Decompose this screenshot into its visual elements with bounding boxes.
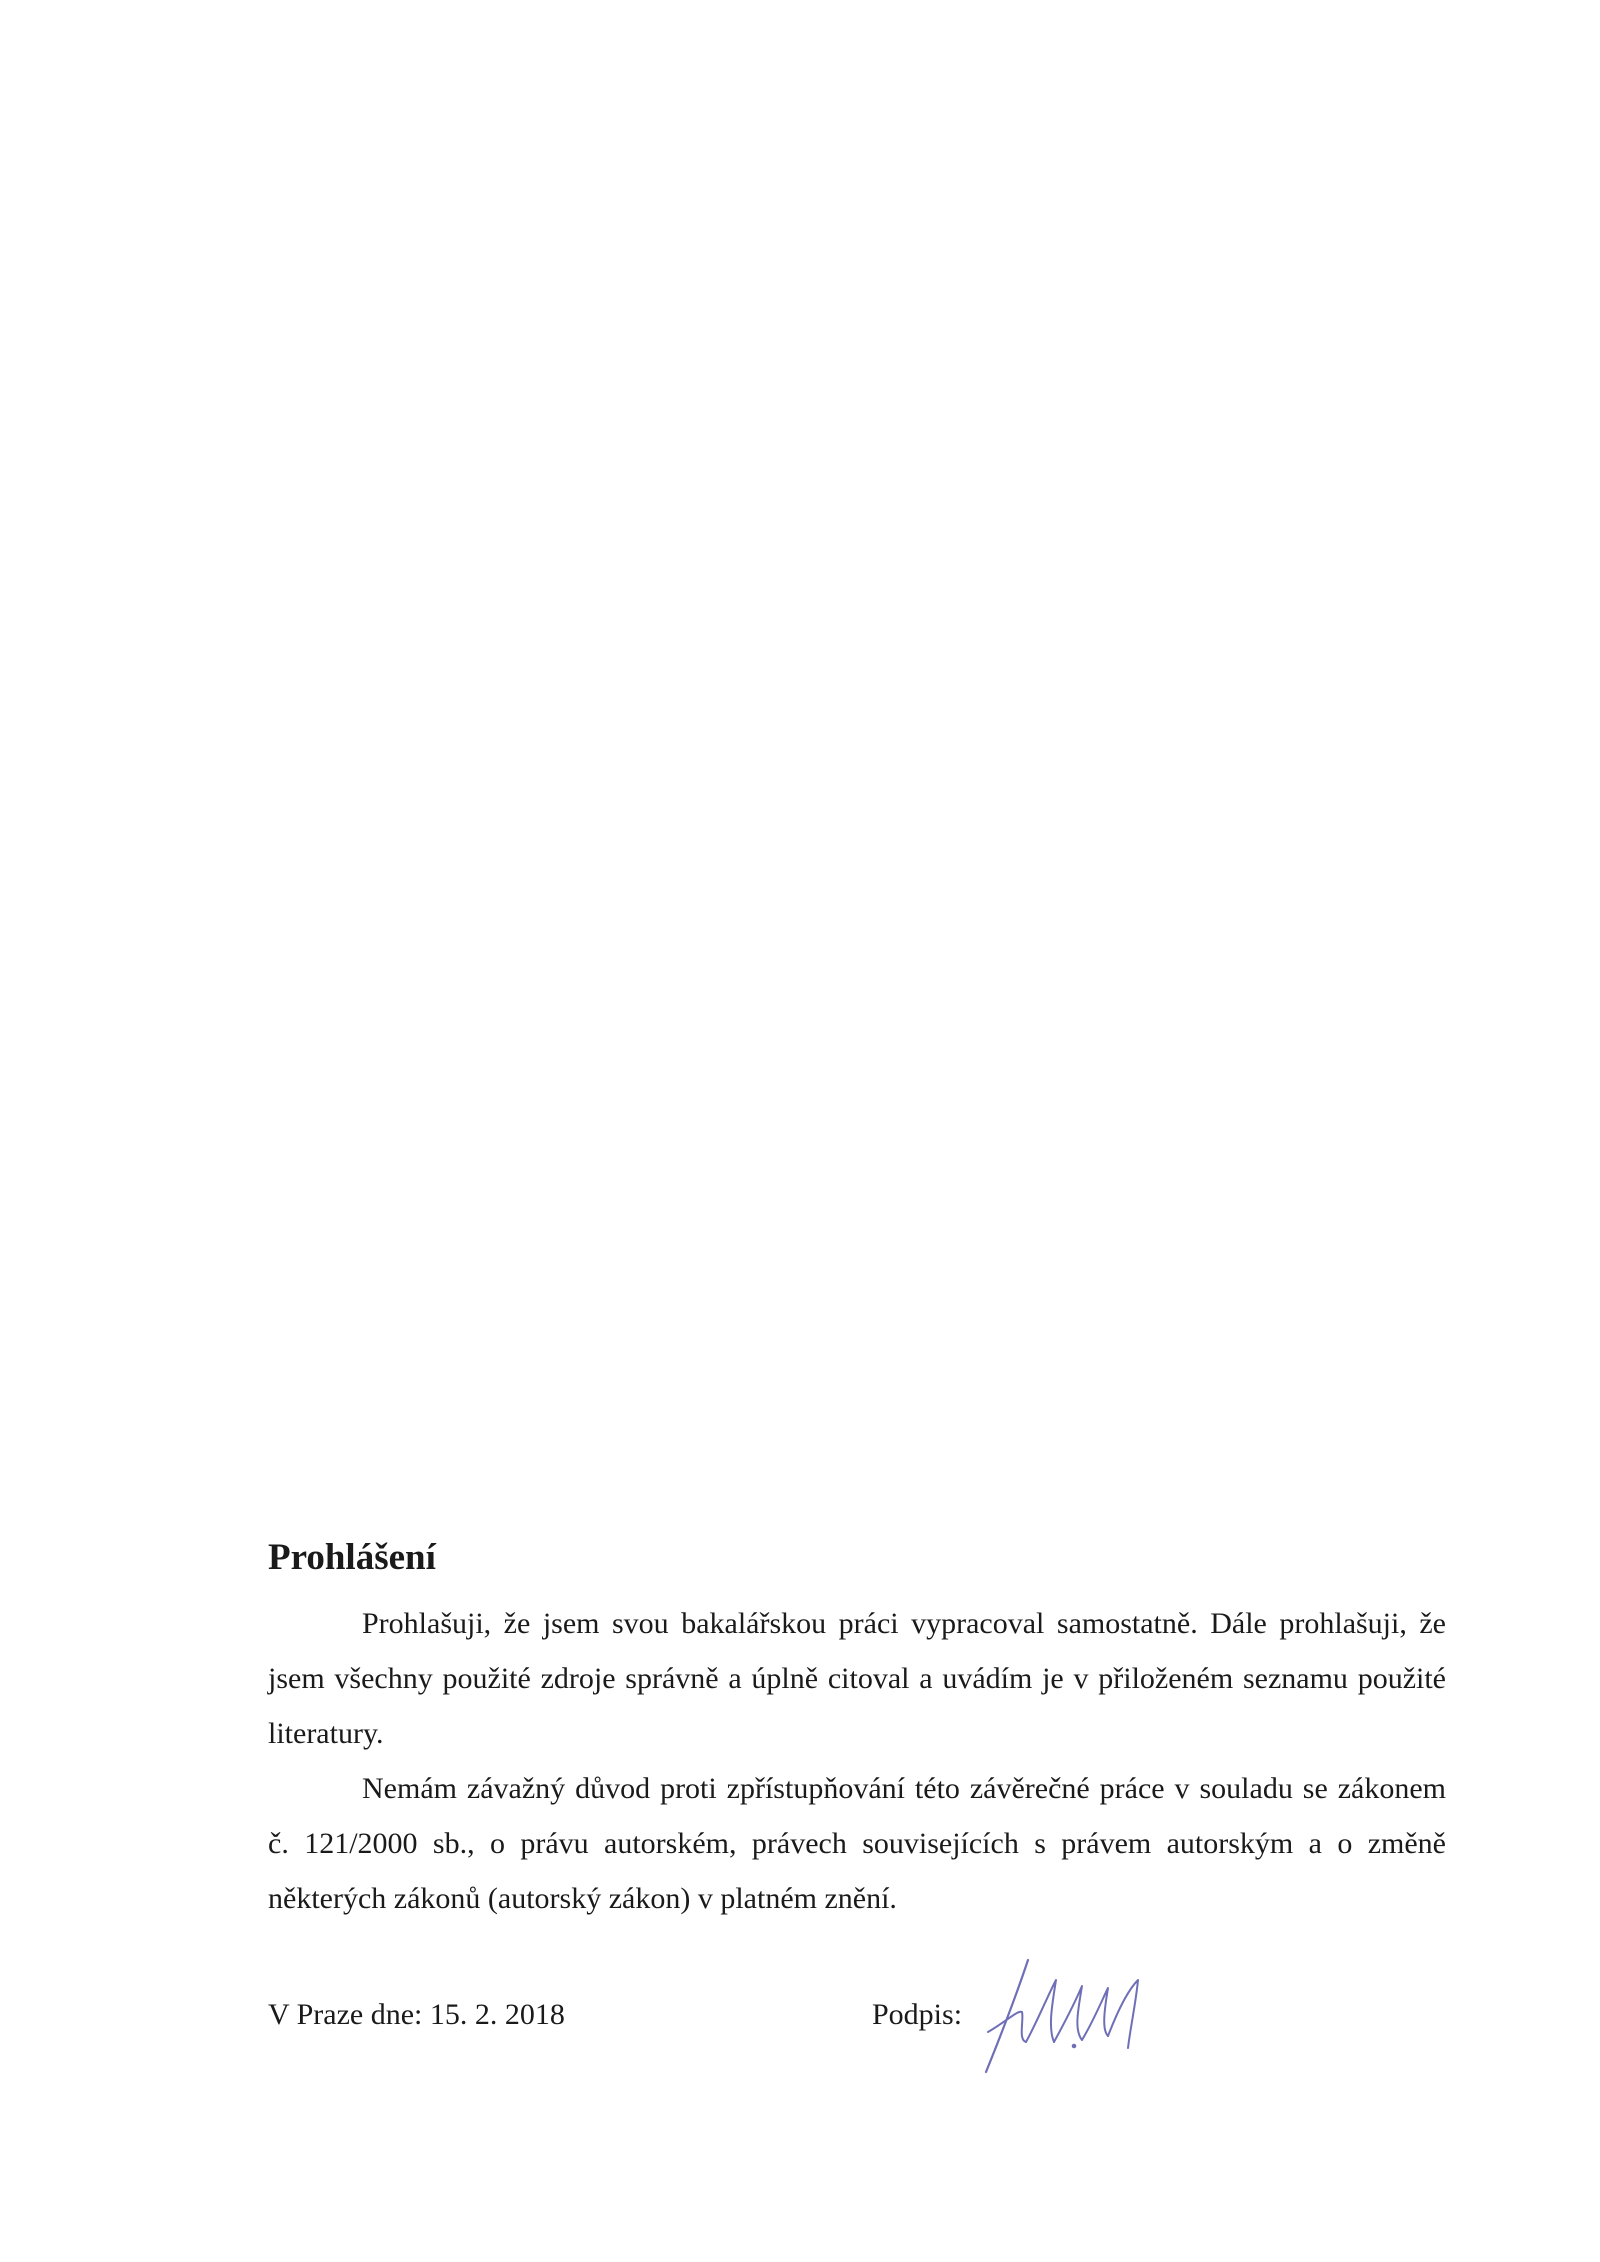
declaration-section [268,1528,1446,1926]
declaration-paragraph-1: Prohlašuji, že jsem svou bakalářskou práci vypracoval samostatně. Dále prohlašuji, že jsem všechny použité zdroje správně a úplně citoval a uvádím je v přiloženém seznamu použité literatury. [268,1607,1446,1750]
signature-block [268,1998,1446,2078]
signature-label: Podpis: [872,1998,963,2031]
declaration-title: Prohlášení [268,1537,436,1578]
place-date: V Praze dne: 15. 2. 2018 [268,1998,565,2031]
handwritten-signature [978,1950,1148,2080]
declaration-paragraph-2: Nemám závažný důvod proti zpřístupňování této závěrečné práce v souladu se zákonem č. 121/2000 sb., o právu autorském, právech souvisejících s právem autorským a o změně některých zákonů (autorský zákon) v platném znění. [268,1772,1446,1915]
